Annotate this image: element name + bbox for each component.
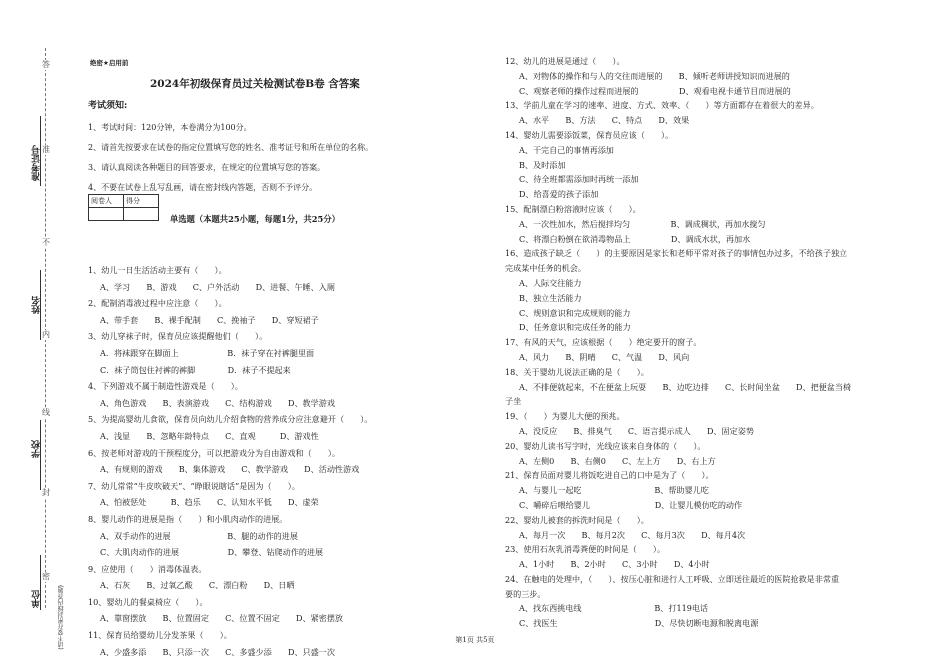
question-line: 完成某中任务的机会。	[505, 263, 586, 274]
confidential-mark: 绝密★启用前	[90, 59, 129, 67]
reviewer-blank	[89, 208, 124, 221]
question-line: 6、按老师对游戏的干预程度分，可以把游戏分为自由游戏和（ ）。	[88, 447, 341, 458]
right-question-column	[505, 54, 851, 631]
seal-word: 准	[42, 145, 50, 154]
question-line: 3、幼儿穿袜子时，保育员应该提醒他们（ ）。	[88, 331, 268, 342]
option-line: A、石灰 B、过氧乙酸 C、漂白粉 D、日晒	[100, 580, 295, 591]
score-table	[88, 194, 159, 221]
notes-list	[88, 118, 373, 198]
question-line: 13、学前儿童在学习的速率、进度、方式、效率、（ ）等方面都存在着很大的差异。	[505, 100, 819, 111]
option-line: C、嚼碎后喂给婴儿 D、让婴儿模仿吃的动作	[519, 499, 743, 510]
option-line: B、独立生活能力	[519, 292, 582, 303]
option-line: A、干完自己的事情再添加	[519, 144, 614, 155]
option-line: C、将漂白粉倒在欲消毒物品上 D、调成水状，再加水	[519, 233, 751, 244]
option-line: A、1小时 B、2小时 C、3小时 D、4小时	[519, 559, 710, 570]
label-name: 姓名	[32, 296, 42, 314]
note-item: 3、请认真阅读各种题目的回答要求，在规定的位置填写您的答案。	[88, 163, 326, 172]
option-line: C、找医生 D、尽快切断电源和脱离电源	[519, 618, 759, 629]
exam-title: 2024年初级保育员过关检测试卷B卷 含答案	[150, 78, 360, 90]
option-line: A、没反应 B、排臭气 C、语言提示成人 D、固定姿势	[519, 425, 754, 436]
option-line: A、角色游戏 B、表演游戏 C、结构游戏 D、教学游戏	[100, 397, 335, 408]
page-footer: 第1页 共5页	[455, 636, 495, 644]
option-line: 子坐	[505, 396, 522, 407]
option-line: A、水平 B、方法 C、特点 D、效果	[519, 115, 690, 126]
option-line: A、一次性加水，然后搅拌均匀 B、调成稠状，再加水搅匀	[519, 218, 766, 229]
option-line: A、怕被惩处 B、趋乐 C、认知水平低 D、虚荣	[100, 497, 319, 508]
notes-heading: 考试须知:	[88, 101, 128, 111]
question-line: 14、婴幼儿需要添饭菜，保育员应该（ ）。	[505, 129, 674, 140]
note-item: 2、请首先按要求在试卷的指定位置填写您的姓名、准考证号和所在单位的名称。	[88, 143, 374, 152]
option-line: A、有规则的游戏 B、集体游戏 C、教学游戏 D、活动性游戏	[100, 464, 360, 475]
option-line: C．袜子筒包住衬裤的裤脚 D．袜子不提起来	[100, 364, 291, 375]
left-question-column	[88, 262, 372, 660]
question-line: 7、幼儿常常“牛皮吹破天”、“睁眼说瞎话”是因为（ ）。	[88, 480, 300, 491]
option-line: C、规则意识和完成规则的能力	[519, 307, 631, 318]
question-line: 16、造成孩子缺乏（ ）的主要原因是家长和老师平常对孩子的事情包办过多，不给孩子独立	[505, 248, 848, 259]
option-line: A、浅显 B、忽略年龄特点 C、直观 D、游戏性	[100, 430, 319, 441]
question-line: 11、保育员给婴幼儿分发茶果（ ）。	[88, 630, 232, 641]
option-line: A．将袜跟穿在脚面上 B．袜子穿在衬裤腿里面	[100, 347, 315, 358]
option-line: A、靠窗摆放 B、位置固定 C、位置不固定 D、紧密摆放	[100, 613, 344, 624]
option-line: D、任务意识和完成任务的能力	[519, 322, 631, 333]
note-item: 4、不要在试卷上乱写乱画，请在密封线内答题，否则不予评分。	[88, 183, 318, 192]
seal-dashed-line	[45, 48, 46, 608]
section-heading: 单选题（本题共25小题，每题1分，共25分）	[170, 214, 340, 224]
seal-word: 封	[42, 488, 50, 497]
question-line: 15、配制漂白粉溶液时应该（ ）。	[505, 203, 641, 214]
seal-word: 线	[42, 408, 50, 417]
seal-word: 不	[42, 238, 50, 247]
seal-note: (请不要在密封线内答题)	[58, 585, 65, 650]
question-line: 24、在触电的处理中，（ ）、按压心脏和进行人工呼吸、立即送往最近的医院抢救是非常重	[505, 573, 840, 584]
option-line: A、与婴儿一起吃 B、帮助婴儿吃	[519, 485, 709, 496]
question-line: 20、婴幼儿读书写字时，光线应该来自身体的（ ）。	[505, 440, 706, 451]
seal-word: 内	[42, 330, 50, 339]
question-line: 5、为提高婴幼儿食欲，保育员向幼儿介绍食物的营养成分应注意避开（ ）。	[88, 414, 373, 425]
question-line: 12、幼儿的进展是通过（ ）。	[505, 56, 625, 66]
binding-margin	[0, 0, 70, 671]
option-line: C、大肌肉动作的进展 D、攀登、钻爬动作的进展	[100, 547, 324, 558]
seal-word: 答	[42, 60, 50, 69]
label-school: 学校	[32, 440, 42, 458]
option-line: A、每月一次 B、每月2次 C、每月3次 D、每月4次	[519, 529, 746, 540]
note-item: 1、考试时间：120分钟，本卷满分为100分。	[88, 123, 252, 132]
question-line: 8、婴儿动作的进展是指（ ）和小肌肉动作的进展。	[88, 513, 288, 524]
option-line: A、双手动作的进展 B、腿的动作的进展	[100, 530, 298, 541]
option-line: A、人际交往能力	[519, 277, 582, 288]
question-line: 17、有风的天气，应该根据（ ）绝定要开的窗子。	[505, 337, 702, 348]
seal-word: 密	[42, 572, 50, 581]
option-line: D、给喜爱的孩子添加	[519, 189, 599, 200]
option-line: C、观察老师的操作过程而进展的 D、观看电视卡通节目而进展的	[519, 85, 791, 96]
question-line: 21、保育员面对婴儿将饭吃进自己的口中是为了（ ）。	[505, 470, 714, 481]
option-line: A、对物体的操作和与人的交往而进展的 B、倾听老师讲授知识而进展的	[519, 70, 790, 81]
option-line: A、找东西挑电线 B、打119电话	[519, 603, 709, 614]
question-line: 要的三步。	[505, 588, 546, 599]
option-line: A、风力 B、阴晴 C、气温 D、风向	[519, 351, 690, 362]
score-blank	[124, 208, 159, 221]
option-line: B、及时添加	[519, 159, 566, 170]
question-line: 23、使用石灰乳消毒粪便的时间是（ ）。	[505, 544, 666, 555]
label-exam-id: 准考证号	[32, 145, 42, 181]
question-line: 18、关于婴幼儿说法正确的是（ ）。	[505, 366, 649, 377]
question-line: 4、下列游戏不属于制造性游戏是（ ）。	[88, 381, 243, 392]
reviewer-cell: 阅卷人	[89, 195, 124, 208]
question-line: 2、配制消毒液过程中应注意（ ）。	[88, 298, 227, 309]
question-line: 10、婴幼儿的餐桌椅应（ ）。	[88, 596, 208, 607]
option-line: A、左侧0 B、右侧0 C、左上方 D、右上方	[519, 455, 716, 466]
score-cell: 得分	[124, 195, 159, 208]
question-line: 1、幼儿一日生活活动主要有（ ）。	[88, 265, 227, 275]
option-line: A、学习 B、游戏 C、户外活动 D、进餐、午睡、入厕	[100, 281, 335, 292]
option-line: C、待全班都需添加时再统一添加	[519, 174, 639, 185]
option-line: A、少盛多添 B、只添一次 C、多盛少添 D、只盛一次	[100, 646, 335, 657]
label-unit: 单位	[32, 590, 42, 608]
option-line: A、不排便就起来，不在便盆上玩耍 B、边吃边排 C、长时间坐盆 D、把便盆当椅	[519, 381, 852, 392]
question-line: 9、应使用（ ）消毒体温表。	[88, 563, 207, 574]
question-line: 19、（ ）为婴儿大便的预兆。	[505, 411, 625, 422]
option-line: A、带手套 B、裸手配制 C、挽袖子 D、穿短裙子	[100, 314, 319, 325]
question-line: 22、婴幼儿被套的拆洗时间是（ ）。	[505, 514, 649, 525]
